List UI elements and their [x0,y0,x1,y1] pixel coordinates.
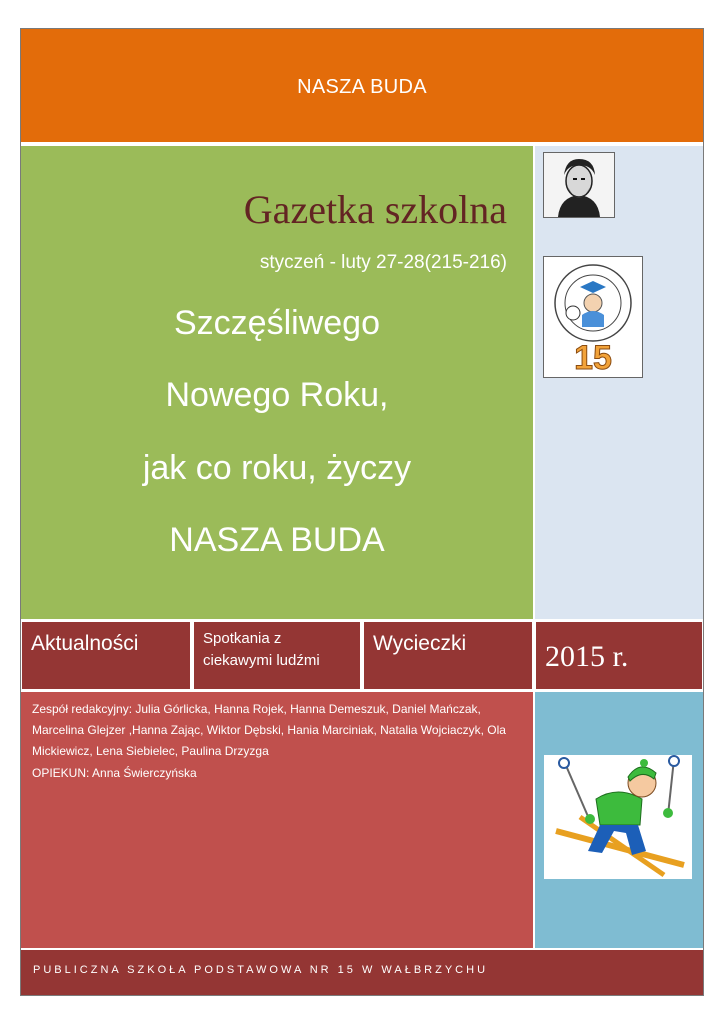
wish-line-1: Szczęśliwego [174,304,380,342]
sidebar-panel [535,146,703,619]
section-news-label: Aktualności [31,632,139,655]
year-label: 2015 r. [545,640,629,673]
header-banner [21,29,703,144]
newsletter-title: Gazetka szkolna [243,187,507,232]
main-panel [21,146,533,619]
svg-text:15: 15 [574,339,612,377]
supervisor-text: OPIEKUN: Anna Świerczyńska [32,766,197,780]
editorial-team-panel [21,692,533,948]
section-trips[interactable] [363,621,533,690]
skier-clipart-image [544,755,692,879]
wish-line-4: NASZA BUDA [169,521,385,559]
section-news[interactable] [21,621,191,690]
footer-banner [21,950,703,995]
portrait-image [543,152,615,218]
editorial-team-text: Zespół redakcyjny: Julia Górlicka, Hanna Rojek, Hanna Demeszuk, Daniel Mańczak, Marcelina Glejzer ,Hanna Zając, Wiktor Dębski, Hania Marciniak, Natalia Wojciaczyk, Ola Mickiewicz, Lena Siebielec, Paulina Drzyzga [32,702,506,758]
school-badge-image [543,256,643,378]
issue-date: styczeń - luty 27-28(215-216) [259,252,507,273]
footer-text: PUBLICZNA SZKOŁA PODSTAWOWA NR 15 W WAŁBRZYCHU [33,964,489,976]
wish-line-2: Nowego Roku, [165,376,389,414]
section-meetings-label: Spotkania z ciekawymi ludźmi [203,630,320,669]
section-year [535,621,703,690]
section-trips-label: Wycieczki [373,632,467,655]
header-title: NASZA BUDA [297,76,427,98]
section-meetings[interactable] [193,621,361,690]
illustration-panel [535,692,703,948]
wish-line-3: jak co roku, życzy [142,449,412,487]
